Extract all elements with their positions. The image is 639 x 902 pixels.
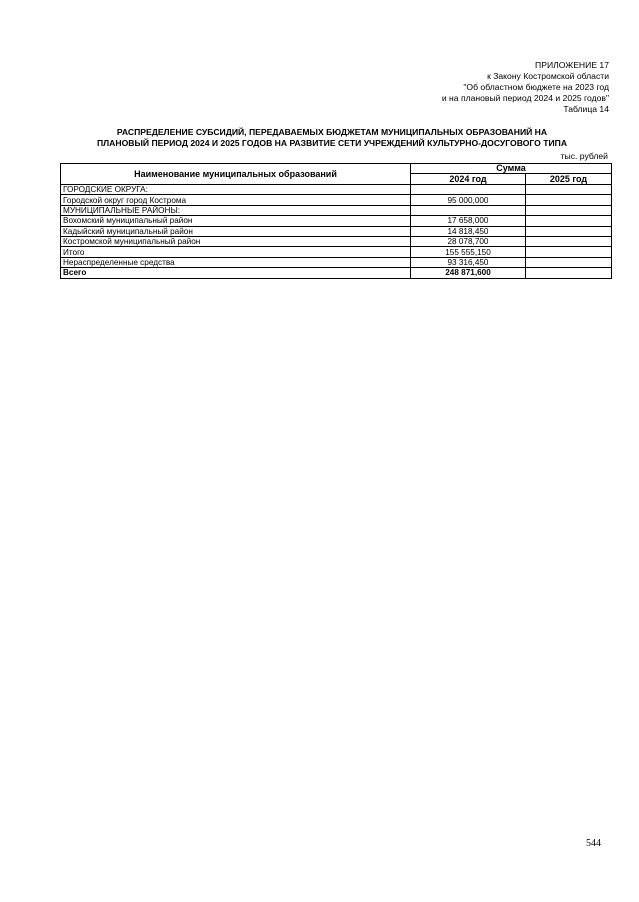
column-header-2025: 2025 год xyxy=(526,174,612,185)
column-header-sum: Сумма xyxy=(411,164,612,174)
appendix-header xyxy=(442,60,609,115)
row-value-2025 xyxy=(526,195,612,205)
row-name: МУНИЦИПАЛЬНЫЕ РАЙОНЫ: xyxy=(61,205,411,215)
column-header-2024: 2024 год xyxy=(411,174,526,185)
row-value-2025 xyxy=(526,236,612,246)
row-value-2025 xyxy=(526,257,612,267)
table-row xyxy=(61,247,612,257)
column-header-name: Наименование муниципальных образований xyxy=(61,164,411,185)
row-value-2025 xyxy=(526,247,612,257)
row-name: Всего xyxy=(61,268,411,278)
table-row xyxy=(61,195,612,205)
row-value-2025 xyxy=(526,185,612,195)
title-line: ПЛАНОВЫЙ ПЕРИОД 2024 И 2025 ГОДОВ НА РАЗВИТИЕ СЕТИ УЧРЕЖДЕНИЙ КУЛЬТУРНО-ДОСУГОВОГО ТИПА xyxy=(96,138,568,148)
units-label: тыс. рублей xyxy=(560,151,608,161)
row-name: Городской округ город Кострома xyxy=(61,195,411,205)
row-value-2025 xyxy=(526,268,612,278)
table-row xyxy=(61,185,612,195)
row-name: Вохомский муниципальный район xyxy=(61,216,411,226)
row-name: Костромской муниципальный район xyxy=(61,236,411,246)
table-row xyxy=(61,216,612,226)
table-row-total xyxy=(61,268,612,278)
row-name: Нераспределенные средства xyxy=(61,257,411,267)
row-value-2024: 95 000,000 xyxy=(411,195,526,205)
row-value-2024: 14 818,450 xyxy=(411,226,526,236)
row-value-2024: 155 555,150 xyxy=(411,247,526,257)
appendix-line: и на плановый период 2024 и 2025 годов" xyxy=(441,93,609,103)
row-value-2025 xyxy=(526,226,612,236)
appendix-line: "Об областном бюджете на 2023 год xyxy=(463,82,609,92)
row-value-2024: 17 658,000 xyxy=(411,216,526,226)
row-name: Кадыйский муниципальный район xyxy=(61,226,411,236)
row-value-2024: 93 316,450 xyxy=(411,257,526,267)
row-name: Итого xyxy=(61,247,411,257)
appendix-line: к Закону Костромской области xyxy=(487,71,609,81)
subsidy-table xyxy=(60,163,612,279)
row-value-2025 xyxy=(526,216,612,226)
row-value-2025 xyxy=(526,205,612,215)
document-title xyxy=(58,127,606,149)
table-row xyxy=(61,236,612,246)
table-row xyxy=(61,205,612,215)
appendix-line: ПРИЛОЖЕНИЕ 17 xyxy=(535,60,609,70)
row-value-2024 xyxy=(411,205,526,215)
row-name: ГОРОДСКИЕ ОКРУГА: xyxy=(61,185,411,195)
table-number: Таблица 14 xyxy=(563,104,609,114)
table-row xyxy=(61,257,612,267)
row-value-2024 xyxy=(411,185,526,195)
row-value-2024: 248 871,600 xyxy=(411,268,526,278)
row-value-2024: 28 078,700 xyxy=(411,236,526,246)
title-line: РАСПРЕДЕЛЕНИЕ СУБСИДИЙ, ПЕРЕДАВАЕМЫХ БЮДЖЕТАМ МУНИЦИПАЛЬНЫХ ОБРАЗОВАНИЙ НА xyxy=(116,127,548,137)
page-number: 544 xyxy=(586,838,601,849)
table-row xyxy=(61,226,612,236)
